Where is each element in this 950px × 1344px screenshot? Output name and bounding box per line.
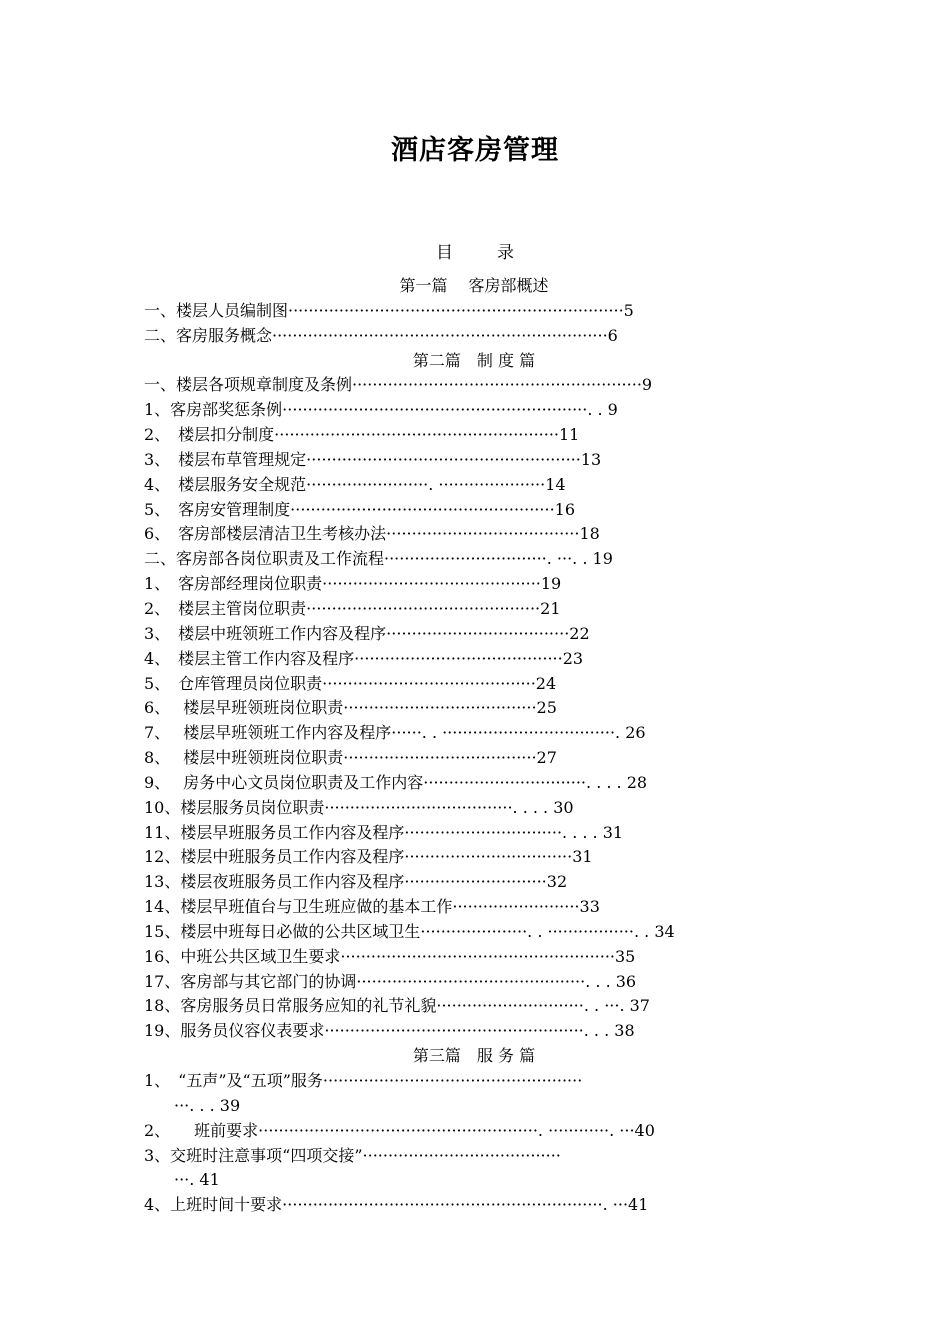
toc-entry: 15、楼层中班每日必做的公共区域卫生·····················. . ·················. . 34 (144, 921, 675, 941)
toc-entry: 8、 楼层中班领班岗位职责······································27 (144, 748, 557, 768)
toc-entry: 2、 楼层扣分制度························································11 (144, 425, 580, 445)
toc-entry: 4、 楼层主管工作内容及程序·········································23 (144, 648, 584, 668)
toc-entry: 5、 仓库管理员岗位职责··········································24 (144, 673, 557, 693)
toc-entry: 5、 客房安管理制度····················································16 (144, 499, 576, 519)
toc-entry: 一、楼层各项规章制度及条例·························································9 (144, 375, 653, 395)
toc-entry: 3、交班时注意事项“四项交接”······································· (144, 1145, 561, 1165)
table-of-contents (144, 274, 824, 1218)
toc-heading-char-1: 目 (436, 243, 453, 263)
toc-entry: 二、客房服务概念··································································6 (144, 325, 618, 345)
toc-entry: 2、 班前要求·······················································. ············. ···40 (144, 1120, 655, 1140)
toc-entry: 12、楼层中班服务员工作内容及程序·································31 (144, 847, 593, 867)
toc-entry: 二、客房部各岗位职责及工作流程································. ···. . 19 (144, 549, 613, 569)
toc-entry: 6、 楼层早班领班岗位职责······································25 (144, 698, 557, 718)
toc-entry: 4、上班时间十要求·······························································. ···41 (144, 1195, 649, 1215)
toc-entry: 9、 房务中心文员岗位职责及工作内容································. . . . 28 (144, 772, 648, 792)
toc-entry: 3、 楼层布草管理规定······················································13 (144, 449, 602, 469)
toc-entry: 一、楼层人员编制图··································································5 (144, 300, 634, 320)
toc-entry: 19、服务员仪容仪表要求···················································. . . 38 (144, 1021, 635, 1041)
toc-entry: 16、中班公共区域卫生要求······················································35 (144, 946, 636, 966)
toc-entry: 18、客房服务员日常服务应知的礼节礼貌·····························. . ···. 37 (144, 996, 650, 1016)
toc-entry: 2、 楼层主管岗位职责··············································21 (144, 598, 561, 618)
toc-heading (0, 241, 950, 265)
toc-entry-continuation: ···. 41 (174, 1170, 220, 1190)
toc-entry-continuation: ···. . . 39 (174, 1095, 241, 1115)
toc-entry: 6、 客房部楼层清洁卫生考核办法······································18 (144, 524, 600, 544)
toc-part-heading: 第二篇 制 度 篇 (412, 350, 536, 370)
toc-part-heading: 第一篇 客房部概述 (399, 276, 549, 295)
document-title: 酒店客房管理 (391, 135, 559, 166)
toc-entry: 1、 “五声”及“五项”服务··················································· (144, 1071, 583, 1090)
toc-entry: 14、楼层早班值台与卫生班应做的基本工作·························33 (144, 897, 600, 917)
toc-heading-char-2: 录 (497, 243, 514, 263)
toc-part-heading: 第三篇 服 务 篇 (412, 1046, 536, 1066)
toc-entry: 11、楼层早班服务员工作内容及程序·······························. . . . 31 (144, 822, 624, 842)
toc-entry: 10、楼层服务员岗位职责·····································. . . . 30 (144, 797, 574, 817)
toc-entry: 3、 楼层中班领班工作内容及程序····································22 (144, 623, 590, 643)
toc-entry: 4、 楼层服务安全规范························. ·····················14 (144, 474, 566, 494)
toc-entry: 1、 客房部经理岗位职责···········································19 (144, 574, 562, 594)
toc-entry: 17、客房部与其它部门的协调·············································. . . 36 (144, 971, 637, 991)
toc-entry: 13、楼层夜班服务员工作内容及程序····························32 (144, 872, 568, 892)
toc-entry: 7、 楼层早班领班工作内容及程序······. . ··································. 26 (144, 723, 646, 743)
toc-entry: 1、客房部奖惩条例····························································. . 9 (144, 400, 618, 420)
